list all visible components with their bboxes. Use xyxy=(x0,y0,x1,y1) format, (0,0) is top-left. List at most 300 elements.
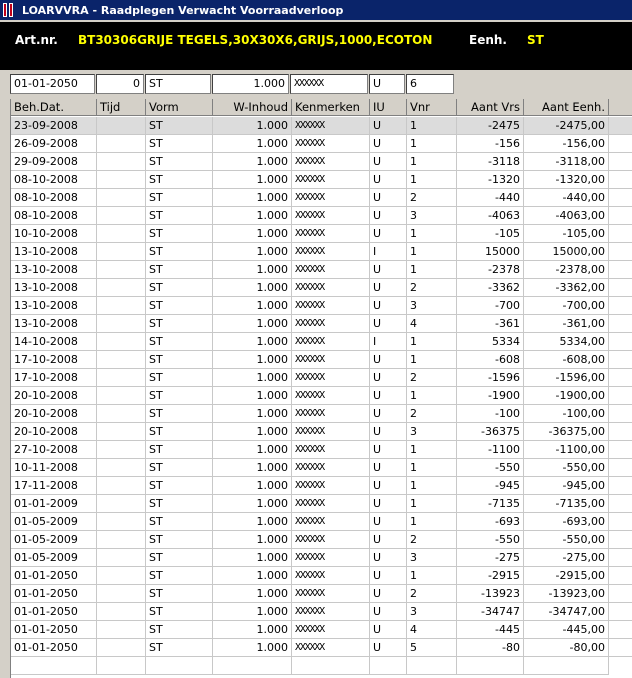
table-row[interactable] xyxy=(11,153,632,171)
cell-beh-dat: 10-10-2008 xyxy=(11,225,97,243)
table-row[interactable] xyxy=(11,333,632,351)
table-row[interactable] xyxy=(11,135,632,153)
cell-w-inhoud: 1.000 xyxy=(213,459,292,477)
table-row[interactable] xyxy=(11,477,632,495)
cell-iu: U xyxy=(370,207,407,225)
cell-iu: U xyxy=(370,189,407,207)
cell-kenmerken: XXXXXX xyxy=(292,549,370,567)
cell-filler xyxy=(609,315,632,333)
table-row[interactable] xyxy=(11,423,632,441)
table-row[interactable] xyxy=(11,603,632,621)
cell-filler xyxy=(609,333,632,351)
cell-iu: U xyxy=(370,297,407,315)
table-row[interactable] xyxy=(11,459,632,477)
table-row[interactable] xyxy=(11,549,632,567)
cell-kenmerken: XXXXXX xyxy=(292,315,370,333)
cell-filler xyxy=(609,369,632,387)
cell-w-inhoud: 1.000 xyxy=(213,279,292,297)
cell-filler xyxy=(609,153,632,171)
cell-tijd xyxy=(97,279,146,297)
cell-vorm: ST xyxy=(146,333,213,351)
cell-beh-dat: 01-05-2009 xyxy=(11,549,97,567)
cell-aant-eenh: -275,00 xyxy=(524,549,609,567)
cell-aant-eenh: -1100,00 xyxy=(524,441,609,459)
cell-filler xyxy=(609,387,632,405)
column-header-beh-dat[interactable]: Beh.Dat. xyxy=(11,99,97,116)
column-header-aant-vrs[interactable]: Aant Vrs xyxy=(457,99,524,116)
cell-kenmerken: XXXXXX xyxy=(292,585,370,603)
table-row[interactable] xyxy=(11,207,632,225)
cell-vorm: ST xyxy=(146,603,213,621)
cell-vnr: 1 xyxy=(407,135,457,153)
table-row[interactable] xyxy=(11,405,632,423)
table-row[interactable] xyxy=(11,297,632,315)
cell-aant-vrs: -105 xyxy=(457,225,524,243)
cell-aant-vrs: -693 xyxy=(457,513,524,531)
cell-aant-eenh: -34747,00 xyxy=(524,603,609,621)
cell-filler xyxy=(609,171,632,189)
cell-vorm: ST xyxy=(146,387,213,405)
cell-vnr: 2 xyxy=(407,369,457,387)
cell-iu: U xyxy=(370,171,407,189)
cell-aant-vrs: -36375 xyxy=(457,423,524,441)
cell-w-inhoud: 1.000 xyxy=(213,639,292,657)
cell-aant-vrs: 15000 xyxy=(457,243,524,261)
cell-beh-dat: 10-11-2008 xyxy=(11,459,97,477)
cell-aant-eenh: -445,00 xyxy=(524,621,609,639)
empty-cell xyxy=(370,657,407,675)
cell-tijd xyxy=(97,135,146,153)
cell-tijd xyxy=(97,513,146,531)
cell-aant-eenh: -105,00 xyxy=(524,225,609,243)
time-field[interactable]: 0 xyxy=(96,74,144,94)
cell-w-inhoud: 1.000 xyxy=(213,117,292,135)
table-row[interactable] xyxy=(11,531,632,549)
cell-beh-dat: 01-01-2050 xyxy=(11,621,97,639)
cell-w-inhoud: 1.000 xyxy=(213,171,292,189)
cell-kenmerken: XXXXXX xyxy=(292,333,370,351)
table-row[interactable] xyxy=(11,225,632,243)
cell-vnr: 1 xyxy=(407,225,457,243)
cell-w-inhoud: 1.000 xyxy=(213,621,292,639)
cell-filler xyxy=(609,549,632,567)
cell-beh-dat: 13-10-2008 xyxy=(11,297,97,315)
cell-filler xyxy=(609,297,632,315)
table-row[interactable] xyxy=(11,171,632,189)
cell-vorm: ST xyxy=(146,153,213,171)
table-row[interactable] xyxy=(11,441,632,459)
cell-vorm: ST xyxy=(146,585,213,603)
cell-tijd xyxy=(97,531,146,549)
cell-kenmerken: XXXXXX xyxy=(292,351,370,369)
cell-vnr: 4 xyxy=(407,315,457,333)
cell-beh-dat: 27-10-2008 xyxy=(11,441,97,459)
cell-beh-dat: 20-10-2008 xyxy=(11,387,97,405)
table-row[interactable] xyxy=(11,585,632,603)
cell-kenmerken: XXXXXX xyxy=(292,171,370,189)
cell-iu: U xyxy=(370,441,407,459)
cell-vorm: ST xyxy=(146,459,213,477)
cell-aant-eenh: 5334,00 xyxy=(524,333,609,351)
cell-kenmerken: XXXXXX xyxy=(292,189,370,207)
table-row[interactable] xyxy=(11,243,632,261)
cell-beh-dat: 13-10-2008 xyxy=(11,279,97,297)
cell-aant-vrs: -945 xyxy=(457,477,524,495)
cell-kenmerken: XXXXXX xyxy=(292,513,370,531)
column-header-kenmerken[interactable]: Kenmerken xyxy=(292,99,370,116)
column-header-tijd[interactable]: Tijd xyxy=(97,99,146,116)
cell-vnr: 1 xyxy=(407,153,457,171)
cell-iu: U xyxy=(370,405,407,423)
cell-aant-eenh: -156,00 xyxy=(524,135,609,153)
cell-vnr: 1 xyxy=(407,117,457,135)
cell-w-inhoud: 1.000 xyxy=(213,333,292,351)
column-header-aant-eenh[interactable]: Aant Eenh. xyxy=(524,99,609,116)
cell-aant-eenh: -440,00 xyxy=(524,189,609,207)
cell-vorm: ST xyxy=(146,531,213,549)
cell-iu: U xyxy=(370,495,407,513)
cell-vorm: ST xyxy=(146,621,213,639)
cell-kenmerken: XXXXXX xyxy=(292,135,370,153)
cell-kenmerken: XXXXXX xyxy=(292,369,370,387)
cell-iu: U xyxy=(370,387,407,405)
vnr-field[interactable]: 6 xyxy=(406,74,454,94)
cell-aant-vrs: -445 xyxy=(457,621,524,639)
cell-w-inhoud: 1.000 xyxy=(213,585,292,603)
cell-beh-dat: 13-10-2008 xyxy=(11,261,97,279)
cell-beh-dat: 17-10-2008 xyxy=(11,351,97,369)
cell-filler xyxy=(609,261,632,279)
cell-w-inhoud: 1.000 xyxy=(213,549,292,567)
cell-w-inhoud: 1.000 xyxy=(213,477,292,495)
date-field[interactable]: 01-01-2050 xyxy=(10,74,95,94)
cell-aant-eenh: -361,00 xyxy=(524,315,609,333)
empty-cell xyxy=(97,657,146,675)
cell-vorm: ST xyxy=(146,279,213,297)
cell-aant-vrs: -2378 xyxy=(457,261,524,279)
cell-iu: U xyxy=(370,549,407,567)
cell-tijd xyxy=(97,621,146,639)
cell-vorm: ST xyxy=(146,225,213,243)
cell-iu: U xyxy=(370,639,407,657)
cell-tijd xyxy=(97,117,146,135)
cell-filler xyxy=(609,243,632,261)
cell-vorm: ST xyxy=(146,117,213,135)
cell-aant-vrs: -1320 xyxy=(457,171,524,189)
cell-kenmerken: XXXXXX xyxy=(292,531,370,549)
cell-filler xyxy=(609,117,632,135)
cell-aant-vrs: -80 xyxy=(457,639,524,657)
cell-vorm: ST xyxy=(146,135,213,153)
cell-tijd xyxy=(97,639,146,657)
table-row[interactable] xyxy=(11,351,632,369)
cell-aant-vrs: -3362 xyxy=(457,279,524,297)
cell-vorm: ST xyxy=(146,549,213,567)
cell-w-inhoud: 1.000 xyxy=(213,225,292,243)
cell-w-inhoud: 1.000 xyxy=(213,189,292,207)
cell-aant-eenh: -2915,00 xyxy=(524,567,609,585)
empty-cell xyxy=(457,657,524,675)
eenh-value: ST xyxy=(527,33,544,47)
cell-vnr: 1 xyxy=(407,459,457,477)
table-row[interactable] xyxy=(11,495,632,513)
cell-iu: U xyxy=(370,603,407,621)
cell-w-inhoud: 1.000 xyxy=(213,315,292,333)
cell-vnr: 1 xyxy=(407,513,457,531)
table-row[interactable] xyxy=(11,189,632,207)
cell-tijd xyxy=(97,189,146,207)
cell-w-inhoud: 1.000 xyxy=(213,405,292,423)
inhoud-field[interactable]: 1.000 xyxy=(212,74,289,94)
cell-kenmerken: XXXXXX xyxy=(292,405,370,423)
empty-cell xyxy=(11,657,97,675)
cell-beh-dat: 17-11-2008 xyxy=(11,477,97,495)
cell-vorm: ST xyxy=(146,189,213,207)
vorm-field[interactable]: ST xyxy=(145,74,211,94)
table-row[interactable] xyxy=(11,513,632,531)
kenmerken-field[interactable]: XXXXXX xyxy=(290,74,368,94)
cell-tijd xyxy=(97,243,146,261)
cell-w-inhoud: 1.000 xyxy=(213,207,292,225)
table-row[interactable] xyxy=(11,621,632,639)
iu-field[interactable]: U xyxy=(369,74,405,94)
empty-cell xyxy=(146,657,213,675)
cell-iu: U xyxy=(370,621,407,639)
cell-vnr: 1 xyxy=(407,567,457,585)
cell-filler xyxy=(609,279,632,297)
cell-filler xyxy=(609,495,632,513)
cell-beh-dat: 01-01-2050 xyxy=(11,639,97,657)
cell-aant-eenh: -550,00 xyxy=(524,459,609,477)
cell-aant-vrs: -156 xyxy=(457,135,524,153)
cell-iu: U xyxy=(370,585,407,603)
cell-aant-eenh: -7135,00 xyxy=(524,495,609,513)
cell-vnr: 1 xyxy=(407,441,457,459)
cell-filler xyxy=(609,513,632,531)
cell-beh-dat: 08-10-2008 xyxy=(11,207,97,225)
cell-vnr: 1 xyxy=(407,333,457,351)
table-row[interactable] xyxy=(11,639,632,657)
column-header-iu[interactable]: IU xyxy=(370,99,407,116)
cell-vnr: 3 xyxy=(407,603,457,621)
cell-vorm: ST xyxy=(146,171,213,189)
cell-filler xyxy=(609,189,632,207)
cell-vnr: 1 xyxy=(407,387,457,405)
artnr-label: Art.nr. xyxy=(15,33,58,47)
article-header xyxy=(0,22,632,70)
cell-w-inhoud: 1.000 xyxy=(213,495,292,513)
cell-vnr: 3 xyxy=(407,207,457,225)
cell-vnr: 1 xyxy=(407,351,457,369)
cell-vorm: ST xyxy=(146,477,213,495)
cell-iu: U xyxy=(370,477,407,495)
cell-aant-vrs: -1596 xyxy=(457,369,524,387)
cell-aant-vrs: -550 xyxy=(457,459,524,477)
empty-cell xyxy=(213,657,292,675)
cell-iu: U xyxy=(370,279,407,297)
stock-grid[interactable] xyxy=(10,99,632,678)
cell-tijd xyxy=(97,567,146,585)
cell-aant-eenh: -2475,00 xyxy=(524,117,609,135)
cell-aant-eenh: -100,00 xyxy=(524,405,609,423)
cell-kenmerken: XXXXXX xyxy=(292,477,370,495)
column-header-vorm[interactable]: Vorm xyxy=(146,99,213,116)
cell-tijd xyxy=(97,423,146,441)
cell-vorm: ST xyxy=(146,567,213,585)
cell-filler xyxy=(609,225,632,243)
cell-beh-dat: 01-05-2009 xyxy=(11,513,97,531)
cell-aant-eenh: -700,00 xyxy=(524,297,609,315)
cell-vorm: ST xyxy=(146,315,213,333)
cell-iu: U xyxy=(370,315,407,333)
cell-aant-vrs: -700 xyxy=(457,297,524,315)
cell-iu: U xyxy=(370,369,407,387)
cell-iu: U xyxy=(370,423,407,441)
empty-cell xyxy=(524,657,609,675)
window-title: LOARVVRA - Raadplegen Verwacht Voorraadverloop xyxy=(22,3,344,17)
cell-kenmerken: XXXXXX xyxy=(292,639,370,657)
cell-iu: U xyxy=(370,459,407,477)
table-row[interactable] xyxy=(11,279,632,297)
cell-aant-eenh: 15000,00 xyxy=(524,243,609,261)
cell-tijd xyxy=(97,387,146,405)
cell-aant-eenh: -3118,00 xyxy=(524,153,609,171)
table-row[interactable] xyxy=(11,387,632,405)
cell-aant-vrs: -440 xyxy=(457,189,524,207)
cell-filler xyxy=(609,639,632,657)
cell-kenmerken: XXXXXX xyxy=(292,153,370,171)
column-header-w-inhoud[interactable]: W-Inhoud xyxy=(213,99,292,116)
cell-w-inhoud: 1.000 xyxy=(213,135,292,153)
cell-tijd xyxy=(97,585,146,603)
column-header-filler xyxy=(609,99,632,116)
cell-aant-vrs: -7135 xyxy=(457,495,524,513)
cell-iu: U xyxy=(370,225,407,243)
cell-aant-vrs: -2915 xyxy=(457,567,524,585)
cell-w-inhoud: 1.000 xyxy=(213,513,292,531)
cell-beh-dat: 20-10-2008 xyxy=(11,405,97,423)
cell-vnr: 1 xyxy=(407,261,457,279)
cell-filler xyxy=(609,531,632,549)
cell-filler xyxy=(609,207,632,225)
cell-tijd xyxy=(97,351,146,369)
cell-kenmerken: XXXXXX xyxy=(292,567,370,585)
cell-vnr: 4 xyxy=(407,621,457,639)
cell-vorm: ST xyxy=(146,243,213,261)
cell-beh-dat: 01-01-2009 xyxy=(11,495,97,513)
cell-vnr: 2 xyxy=(407,279,457,297)
cell-aant-eenh: -608,00 xyxy=(524,351,609,369)
cell-aant-vrs: -361 xyxy=(457,315,524,333)
cell-tijd xyxy=(97,405,146,423)
cell-vnr: 3 xyxy=(407,549,457,567)
cell-kenmerken: XXXXXX xyxy=(292,207,370,225)
cell-aant-vrs: -550 xyxy=(457,531,524,549)
cell-aant-vrs: -1100 xyxy=(457,441,524,459)
cell-kenmerken: XXXXXX xyxy=(292,261,370,279)
cell-tijd xyxy=(97,207,146,225)
cell-beh-dat: 13-10-2008 xyxy=(11,315,97,333)
empty-cell xyxy=(292,657,370,675)
cell-iu: I xyxy=(370,243,407,261)
cell-aant-vrs: 5334 xyxy=(457,333,524,351)
cell-w-inhoud: 1.000 xyxy=(213,153,292,171)
table-row[interactable] xyxy=(11,369,632,387)
cell-tijd xyxy=(97,225,146,243)
cell-vorm: ST xyxy=(146,495,213,513)
cell-iu: U xyxy=(370,135,407,153)
cell-kenmerken: XXXXXX xyxy=(292,117,370,135)
cell-aant-vrs: -100 xyxy=(457,405,524,423)
table-row[interactable] xyxy=(11,567,632,585)
cell-kenmerken: XXXXXX xyxy=(292,243,370,261)
cell-vorm: ST xyxy=(146,639,213,657)
cell-aant-vrs: -4063 xyxy=(457,207,524,225)
cell-aant-vrs: -1900 xyxy=(457,387,524,405)
cell-iu: U xyxy=(370,351,407,369)
cell-kenmerken: XXXXXX xyxy=(292,459,370,477)
cell-tijd xyxy=(97,441,146,459)
cell-tijd xyxy=(97,549,146,567)
cell-kenmerken: XXXXXX xyxy=(292,297,370,315)
cell-vorm: ST xyxy=(146,351,213,369)
cell-aant-eenh: -2378,00 xyxy=(524,261,609,279)
cell-w-inhoud: 1.000 xyxy=(213,603,292,621)
table-row[interactable] xyxy=(11,261,632,279)
cell-kenmerken: XXXXXX xyxy=(292,423,370,441)
cell-aant-eenh: -550,00 xyxy=(524,531,609,549)
cell-beh-dat: 01-01-2050 xyxy=(11,603,97,621)
cell-vnr: 3 xyxy=(407,423,457,441)
cell-filler xyxy=(609,567,632,585)
cell-tijd xyxy=(97,459,146,477)
cell-aant-vrs: -2475 xyxy=(457,117,524,135)
cell-vorm: ST xyxy=(146,207,213,225)
cell-vnr: 3 xyxy=(407,297,457,315)
cell-w-inhoud: 1.000 xyxy=(213,423,292,441)
column-header-vnr[interactable]: Vnr xyxy=(407,99,457,116)
cell-vorm: ST xyxy=(146,513,213,531)
title-bar[interactable] xyxy=(0,0,632,20)
cell-aant-vrs: -608 xyxy=(457,351,524,369)
cell-vnr: 1 xyxy=(407,495,457,513)
cell-w-inhoud: 1.000 xyxy=(213,351,292,369)
cell-aant-eenh: -693,00 xyxy=(524,513,609,531)
cell-iu: U xyxy=(370,153,407,171)
cell-vnr: 2 xyxy=(407,531,457,549)
cell-vnr: 1 xyxy=(407,477,457,495)
table-row[interactable] xyxy=(11,117,632,135)
cell-beh-dat: 23-09-2008 xyxy=(11,117,97,135)
cell-filler xyxy=(609,585,632,603)
table-row[interactable] xyxy=(11,315,632,333)
cell-kenmerken: XXXXXX xyxy=(292,279,370,297)
cell-kenmerken: XXXXXX xyxy=(292,441,370,459)
cell-beh-dat: 08-10-2008 xyxy=(11,189,97,207)
cell-vorm: ST xyxy=(146,369,213,387)
cell-aant-vrs: -3118 xyxy=(457,153,524,171)
cell-beh-dat: 26-09-2008 xyxy=(11,135,97,153)
cell-filler xyxy=(609,135,632,153)
cell-vorm: ST xyxy=(146,261,213,279)
cell-iu: I xyxy=(370,333,407,351)
cell-beh-dat: 14-10-2008 xyxy=(11,333,97,351)
cell-tijd xyxy=(97,477,146,495)
cell-vnr: 1 xyxy=(407,243,457,261)
empty-cell xyxy=(407,657,457,675)
cell-tijd xyxy=(97,369,146,387)
app-icon xyxy=(2,2,18,18)
